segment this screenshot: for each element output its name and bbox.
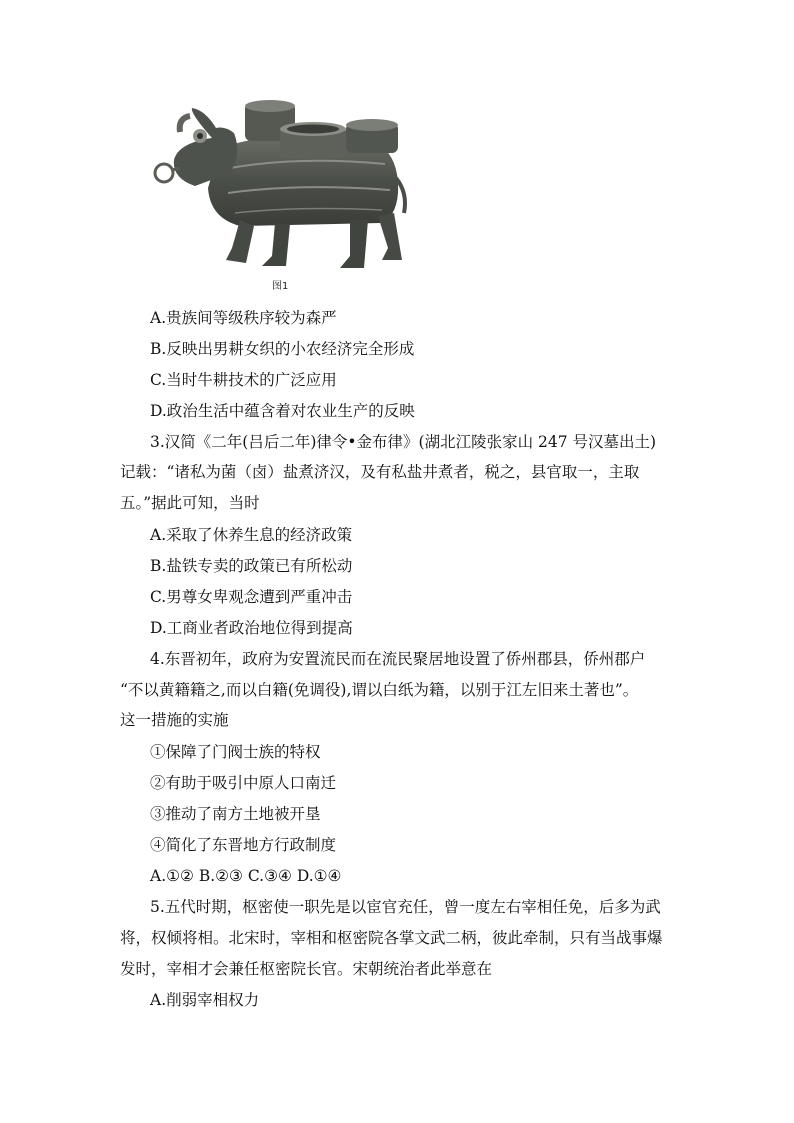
q4-item-3: ③推动了南方土地被开垦 <box>150 805 321 823</box>
figure-caption: 图1 <box>272 281 289 292</box>
q5-stem-line-2: 将，权倾将相。北宋时，宰相和枢密院各掌文武二柄，彼此牵制，只有当战事爆 <box>120 929 663 947</box>
q5-option-a: A.削弱宰相权力 <box>150 991 260 1009</box>
q3-option-a: A.采取了休养生息的经济政策 <box>150 526 353 544</box>
q2-option-d: D.政治生活中蕴含着对农业生产的反映 <box>150 402 415 420</box>
q4-item-1: ①保障了门阀士族的特权 <box>150 743 321 761</box>
q3-stem-line-1: 3.汉简《二年(吕后二年)律令•金布律》(湖北江陵张家山 247 号汉墓出土) <box>150 433 657 451</box>
ox-vessel-figure <box>150 98 412 273</box>
q4-item-4: ④简化了东晋地方行政制度 <box>150 836 337 854</box>
q3-option-d: D.工商业者政治地位得到提高 <box>150 619 353 637</box>
q4-stem-line-3: 这一措施的实施 <box>120 711 229 729</box>
q2-option-c: C.当时牛耕技术的广泛应用 <box>150 371 337 389</box>
q2-option-b: B.反映出男耕女织的小农经济完全形成 <box>150 340 415 358</box>
q3-stem-line-2: 记载：“诸私为菌（卤）盐煮济汉，及有私盐井煮者，税之，县官取一，主取 <box>120 463 640 481</box>
q3-option-b: B.盐铁专卖的政策已有所松动 <box>150 557 353 575</box>
q3-option-c: C.男尊女卑观念遭到严重冲击 <box>150 588 353 606</box>
q4-stem-line-1: 4.东晋初年，政府为安置流民而在流民聚居地设置了侨州郡县，侨州郡户 <box>150 650 646 668</box>
q2-option-a: A.贵族间等级秩序较为森严 <box>150 309 337 327</box>
q4-stem-line-2: “不以黄籍籍之,而以白籍(免调役),谓以白纸为籍，以别于江左旧来土著也”。 <box>120 681 639 699</box>
q4-item-2: ②有助于吸引中原人口南迁 <box>150 774 337 792</box>
q4-answer-options: A.①② B.②③ C.③④ D.①④ <box>150 867 342 885</box>
q5-stem-line-1: 5.五代时期，枢密使一职先是以宦官充任，曾一度左右宰相任免，后多为武 <box>150 898 661 916</box>
q5-stem-line-3: 发时，宰相才会兼任枢密院长官。宋朝统治者此举意在 <box>120 960 493 978</box>
q3-stem-line-3: 五。”据此可知，当时 <box>120 494 260 512</box>
bronze-ox-zun-vessel-image <box>150 98 412 273</box>
